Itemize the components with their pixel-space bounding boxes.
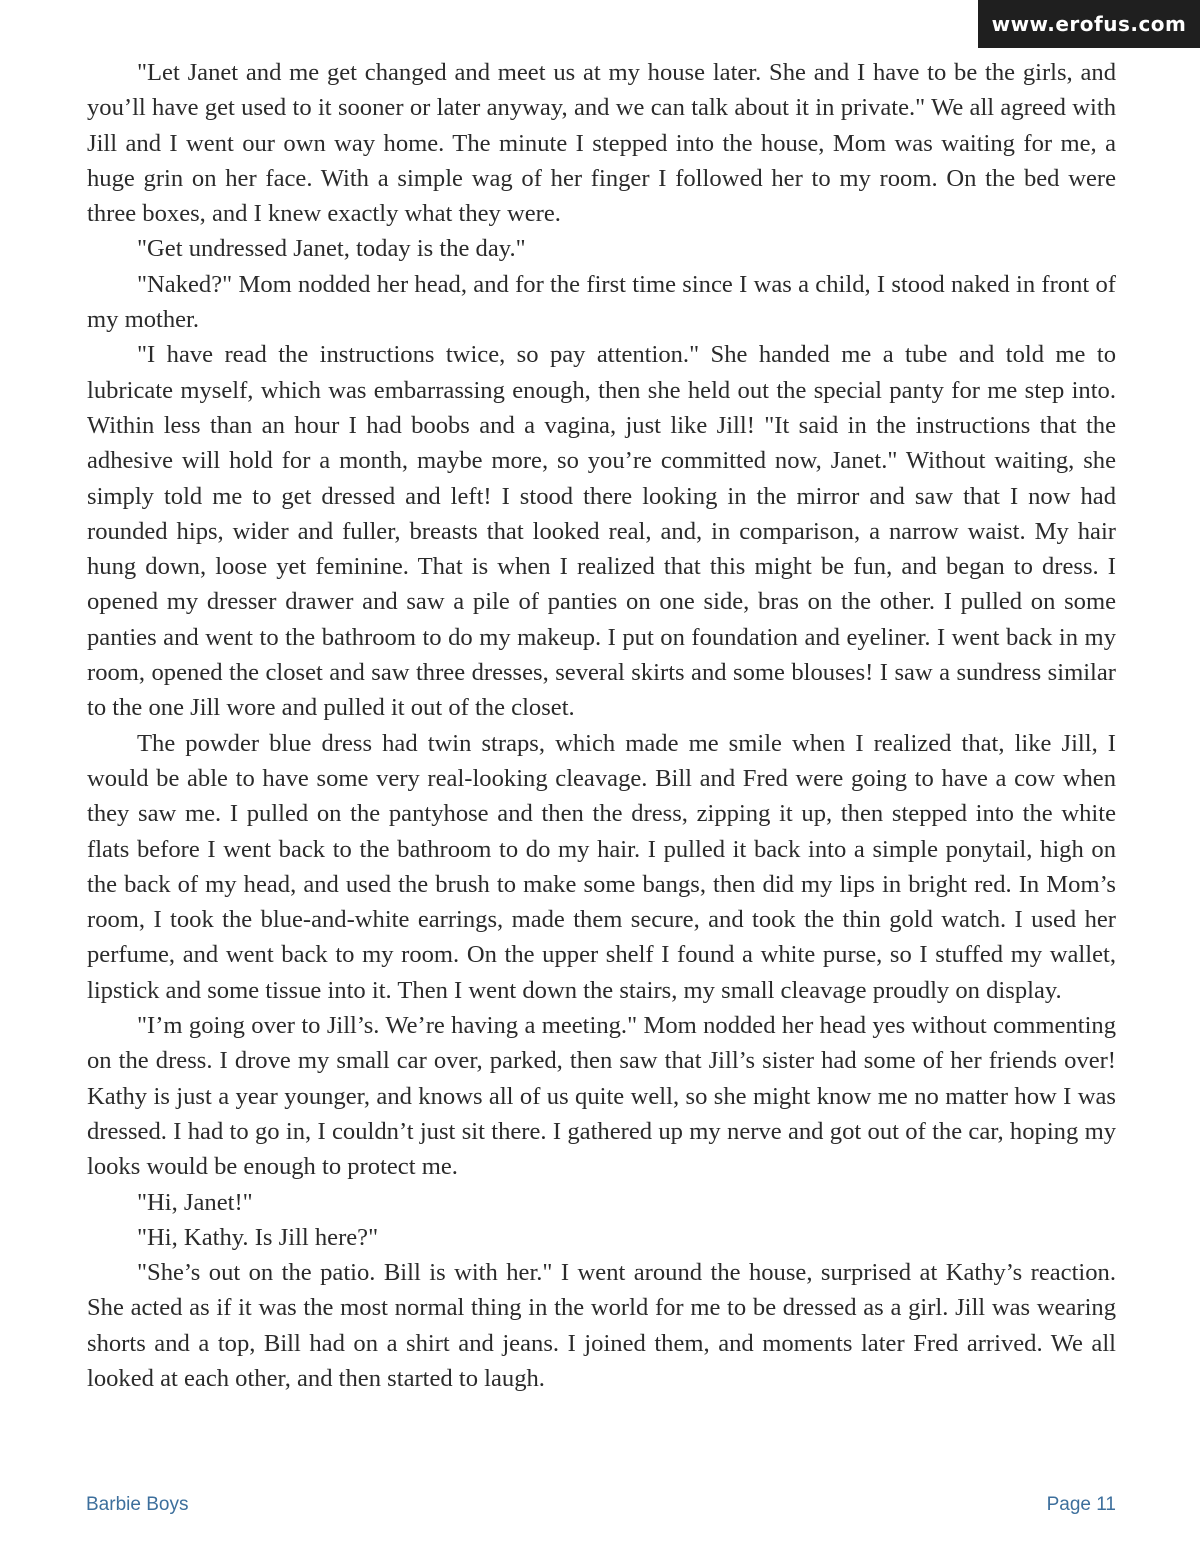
paragraph: "I have read the instructions twice, so pay attention." She handed me a tube and told me to lubricate myself, which was embarrassing enough, then she held out the special panty for me step into. Within less than an hour I had boobs and a vagina, just like Jill! "It said in the instructions that the adhesive will hold for a month, maybe more, so you’re committed now, Janet." Without waiting, she simply told me to get dressed and left! I stood there looking in the mirror and saw that I now had rounded hips, wider and fuller, breasts that looked real, and, in comparison, a narrow waist. My hair hung down, loose yet feminine. That is when I realized that this might be fun, and began to dress. I opened my dresser drawer and saw a pile of panties on one side, bras on the other. I pulled on some panties and went to the bathroom to do my makeup. I put on foundation and eyeliner. I went back in my room, opened the closet and saw three dresses, several skirts and some blouses! I saw a sundress similar to the one Jill wore and pulled it out of the closet.	[87, 341, 1116, 722]
footer-page-number: Page 11	[1046, 1494, 1116, 1515]
paragraph: "Let Janet and me get changed and meet us at my house later. She and I have to be the girls, and you’ll have get used to it sooner or later anyway, and we can talk about it in private." We all agreed with Jill and I went our own way home. The minute I stepped into the house, Mom was waiting for me, a huge grin on her face. With a simple wag of her finger I followed her to my room. On the bed were three boxes, and I knew exactly what they were.	[87, 59, 1116, 228]
site-watermark: www.erofus.com	[978, 0, 1200, 48]
page-footer	[86, 1494, 1116, 1520]
paragraph: "Get undressed Janet, today is the day."	[137, 235, 526, 263]
paragraph: "She’s out on the patio. Bill is with her." I went around the house, surprised at Kathy’s reaction. She acted as if it was the most normal thing in the world for me to be dressed as a girl. Jill was wearing shorts and a top, Bill had on a shirt and jeans. I joined them, and moments later Fred arrived. We all looked at each other, and then started to laugh.	[87, 1259, 1116, 1392]
paragraph: "Hi, Kathy. Is Jill here?"	[137, 1223, 379, 1251]
paragraph: "Naked?" Mom nodded her head, and for the first time since I was a child, I stood naked in front of my mother.	[87, 270, 1116, 334]
paragraph: "Hi, Janet!"	[137, 1188, 253, 1216]
footer-book-title: Barbie Boys	[86, 1494, 189, 1515]
paragraph: "I’m going over to Jill’s. We’re having a meeting." Mom nodded her head yes without commenting on the dress. I drove my small car over, parked, then saw that Jill’s sister had some of her friends over! Kathy is just a year younger, and knows all of us quite well, so she might know me no matter how I was dressed. I had to go in, I couldn’t just sit there. I gathered up my nerve and got out of the car, hoping my looks would be enough to protect me.	[87, 1012, 1116, 1181]
paragraph: The powder blue dress had twin straps, which made me smile when I realized that, like Jill, I would be able to have some very real-looking cleavage. Bill and Fred were going to have a cow when they saw me. I pulled on the pantyhose and then the dress, zipping it up, then stepped into the white flats before I went back to the bathroom to do my hair. I pulled it back into a simple ponytail, high on the back of my head, and used the brush to make some bangs, then did my lips in bright red. In Mom’s room, I took the blue-and-white earrings, made them secure, and took the thin gold watch. I used her perfume, and went back to my room. On the upper shelf I found a white purse, so I stuffed my wallet, lipstick and some tissue into it. Then I went down the stairs, my small cleavage proudly on display.	[87, 729, 1116, 1004]
page-body	[87, 55, 1116, 1396]
